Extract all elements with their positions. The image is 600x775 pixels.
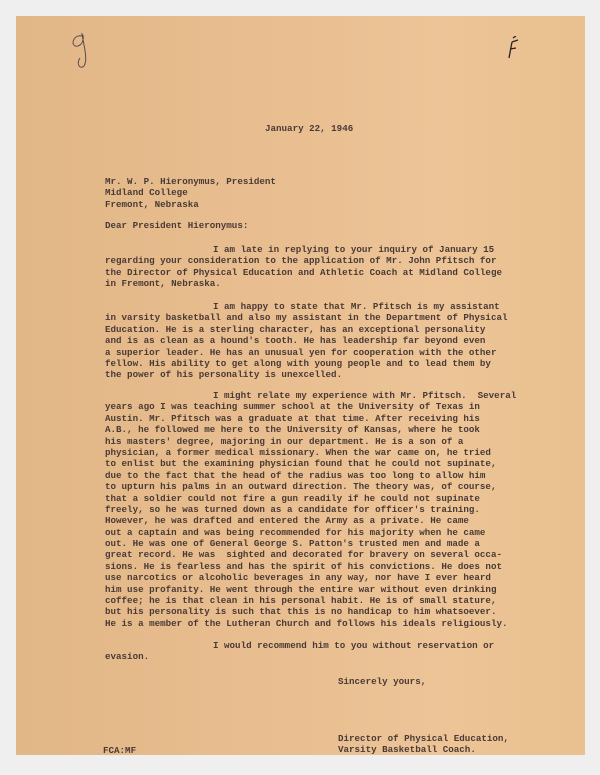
paragraph-line: him use profanity. He went through the entire war without even drinking [105,583,497,595]
paragraph-line: that a soldier could not fire a gun readily if he could not supinate [105,492,480,504]
paragraph-line: to enlist but the examining physician found that he could not supinate, [105,458,497,470]
reference-initials: FCA:MF [103,745,137,756]
paragraph-line: He is a member of the Lutheran Church and follows his ideals religiously. [105,617,508,629]
paragraph-line: and is as clean as a hound's tooth. He has leadership far beyond even [105,335,486,347]
paragraph-line: years ago I was teaching summer school at the University of Texas in [105,401,480,413]
paragraph-line: to upturn his palms in an outward direction. The theory was, of course, [105,481,497,493]
paragraph-line: However, he was drafted and entered the Army as a private. He came [105,515,469,527]
paragraph-line: I might relate my experience with Mr. Pfitsch. Several [213,390,517,401]
paragraph-line: fellow. His ability to get along with young people and to lead them by [105,357,491,369]
paragraph-line: in Fremont, Nebraska. [105,278,221,290]
signature-line: Director of Physical Education, [338,733,509,744]
paragraph-line: the Director of Physical Education and Athletic Coach at Midland College [105,266,502,278]
paragraph-2 [105,301,507,381]
paragraph-line: A.B., he followed me here to the University of Kansas, where he took [105,424,480,436]
closing: Sincerely yours, [338,676,427,687]
paragraph-4 [105,640,494,663]
letter-date: January 22, 1946 [265,123,354,134]
paragraph-line: but his personality is such that this is no handicap to him whatsoever. [105,606,497,618]
address-line: Fremont, Nebraska [105,198,199,210]
signature-line: Varsity Basketball Coach. [338,744,476,756]
paragraph-line: evasion. [105,651,150,663]
paragraph-line: Education. He is a sterling character, has an exceptional personality [105,323,486,335]
paragraph-line: sions. He is fearless and has the spirit of his convictions. He does not [105,560,502,572]
paragraph-line: I am late in replying to your inquiry of January 15 [213,244,495,255]
paragraph-line: I am happy to state that Mr. Pfitsch is my assistant [213,301,500,312]
paragraph-line: out a captain and was being recommended for his majority when he came [105,526,486,538]
paragraph-line: I would recommend him to you without reservation or [213,640,495,651]
paragraph-line: Austin. Mr. Pfitsch was a graduate at that time. After receiving his [105,412,480,424]
paragraph-line: physician, a former medical missionary. When the war came on, he tried [105,446,491,458]
paragraph-3 [105,390,516,629]
address-line: Midland College [105,187,188,199]
address-line: Mr. W. P. Hieronymus, President [105,176,276,187]
paragraph-1 [105,244,502,290]
paragraph-line: the power of his personality is unexcelled. [105,369,343,381]
handwritten-mark-g [66,30,96,72]
paragraph-line: out. He was one of General George S. Patton's trusted men and made a [105,538,480,550]
paragraph-line: his masters' degree, majoring in our department. He is a son of a [105,435,464,447]
paragraph-line: a superior leader. He has an unusual yen for cooperation with the other [105,346,497,358]
handwritten-mark-f [505,36,521,62]
salutation: Dear President Hieronymus: [105,220,249,231]
paragraph-line: coffee; he is that clean in his personal habit. He is of small stature, [105,595,497,607]
paragraph-line: use narcotics or alcoholic beverages in any way, nor have I ever heard [105,572,491,584]
paragraph-line: great record. He was sighted and decorated for bravery on several occa- [105,549,502,561]
signature-title [338,733,509,756]
paragraph-line: freely, so he was turned down as a candidate for officer's training. [105,503,480,515]
paragraph-line: regarding your consideration to the application of Mr. John Pfitsch for [105,255,497,267]
inside-address [105,176,276,210]
paragraph-line: in varsity basketball and also my assistant in the Department of Physical [105,312,508,324]
paragraph-line: due to the fact that the head of the radius was too long to allow him [105,469,486,481]
